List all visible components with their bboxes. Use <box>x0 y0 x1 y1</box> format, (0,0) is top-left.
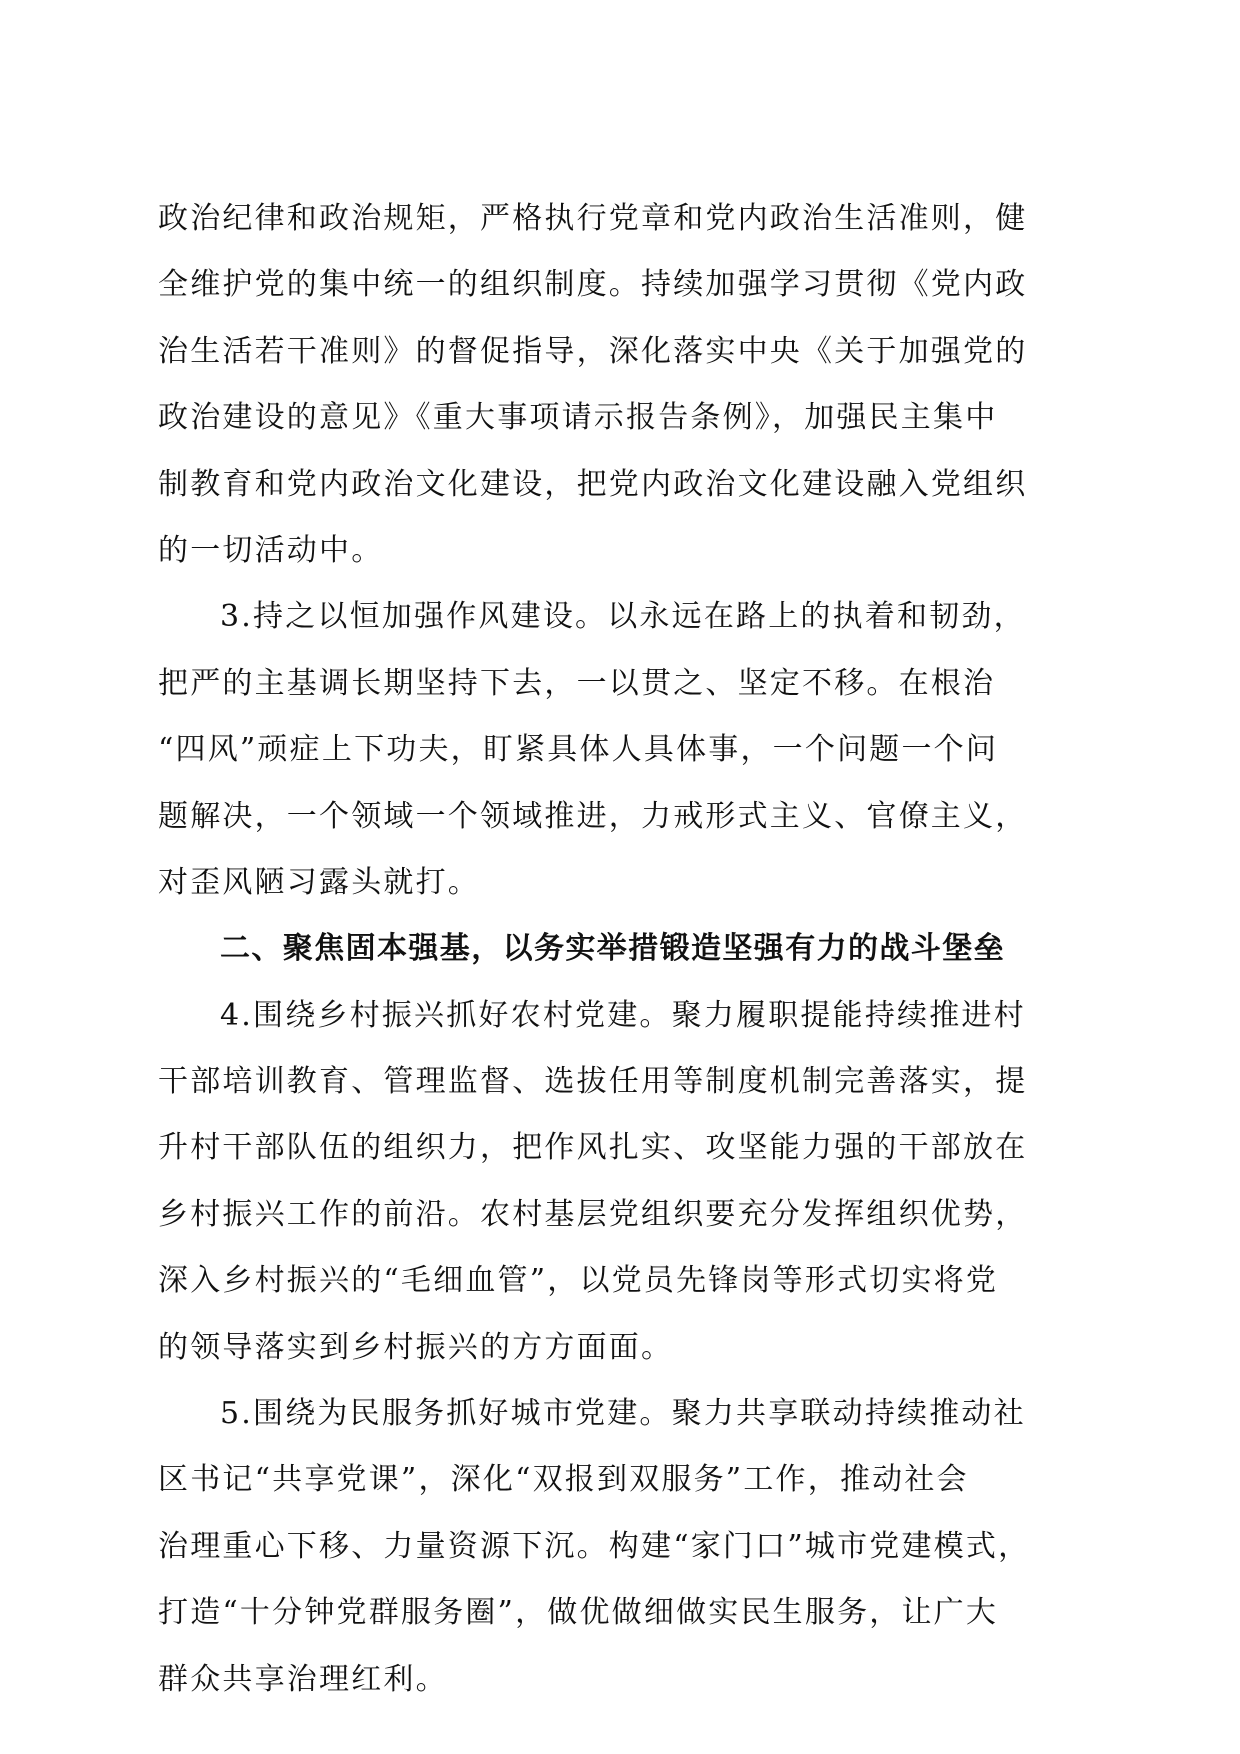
paragraph-line: 区书记“共享党课”，深化“双报到双服务”工作，推动社会 <box>158 1462 969 1498</box>
paragraph-line: 全维护党的集中统一的组织制度。持续加强学习贯彻《党内政 <box>158 267 1028 303</box>
paragraph-line: 治生活若干准则》的督促指导，深化落实中央《关于加强党的 <box>158 333 1028 369</box>
paragraph-line: 对歪风陋习露头就打。 <box>158 864 480 900</box>
paragraph-line: 乡村振兴工作的前沿。农村基层党组织要充分发挥组织优势， <box>158 1196 1028 1232</box>
paragraph-line: 干部培训教育、管理监督、选拔任用等制度机制完善落实，提 <box>158 1064 1028 1100</box>
paragraph-line: 制教育和党内政治文化建设，把党内政治文化建设融入党组织 <box>158 466 1028 502</box>
paragraph-line: 的一切活动中。 <box>158 532 384 568</box>
paragraph-line: 深入乡村振兴的“毛细血管”，以党员先锋岗等形式切实将党 <box>158 1263 999 1299</box>
paragraph-line: “四风”顽症上下功夫，盯紧具体人具体事，一个问题一个问 <box>158 732 999 768</box>
paragraph-line: 的领导落实到乡村振兴的方方面面。 <box>158 1329 674 1365</box>
paragraph-line: 打造“十分钟党群服务圈”，做优做细做实民生服务，让广大 <box>158 1595 999 1631</box>
paragraph-line: 政治纪律和政治规矩，严格执行党章和党内政治生活准则，健 <box>158 201 1028 236</box>
paragraph-line: 治理重心下移、力量资源下沉。构建“家门口”城市党建模式， <box>158 1528 1031 1564</box>
document-body <box>158 186 1090 1713</box>
paragraph-line: 3.持之以恒加强作风建设。以永远在路上的执着和韧劲， <box>220 599 1026 635</box>
paragraph-line: 政治建设的意见》《重大事项请示报告条例》，加强民主集中 <box>158 400 998 436</box>
paragraph-line: 群众共享治理红利。 <box>158 1661 448 1697</box>
paragraph-line: 把严的主基调长期坚持下去，一以贯之、坚定不移。在根治 <box>158 665 996 701</box>
paragraph-line: 5.围绕为民服务抓好城市党建。聚力共享联动持续推动社 <box>220 1396 1026 1432</box>
paragraph-line: 题解决，一个领域一个领域推进，力戒形式主义、官僚主义， <box>158 798 1028 834</box>
section-heading: 二、聚焦固本强基，以务实举措锻造坚强有力的战斗堡垒 <box>220 931 1005 967</box>
paragraph-line: 升村干部队伍的组织力，把作风扎实、攻坚能力强的干部放在 <box>158 1130 1028 1166</box>
paragraph-line: 4.围绕乡村振兴抓好农村党建。聚力履职提能持续推进村 <box>220 997 1026 1033</box>
